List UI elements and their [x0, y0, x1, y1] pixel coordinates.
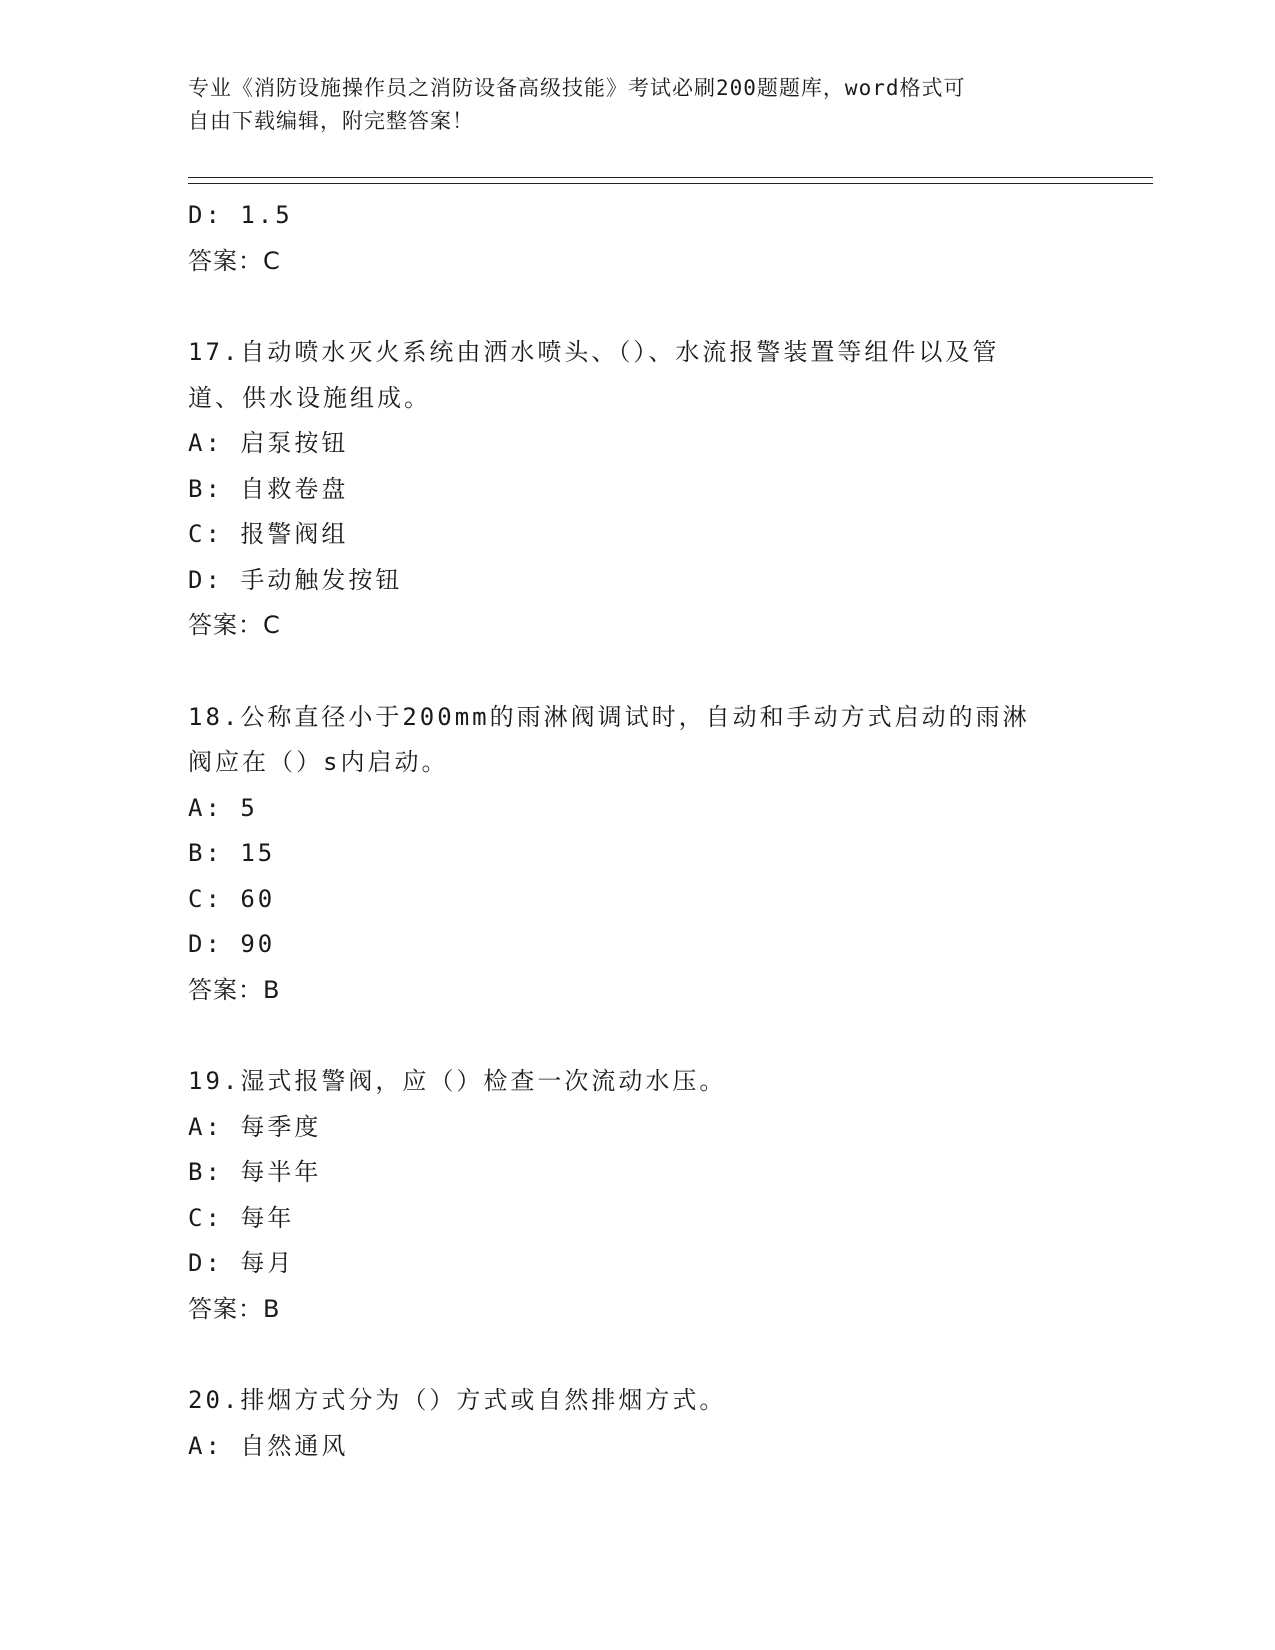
- option-c: C: 60: [188, 884, 276, 913]
- option-a: A: 每季度: [188, 1112, 322, 1141]
- option-b: B: 每半年: [188, 1158, 322, 1186]
- question-stem-continued: 阀应在（）s内启动。: [188, 748, 449, 776]
- document-header: [188, 72, 1088, 138]
- header-line-1: 专业《消防设施操作员之消防设备高级技能》考试必刷200题题库，word格式可: [188, 76, 966, 100]
- question-19: [188, 1059, 1078, 1332]
- question-18: [188, 695, 1078, 1014]
- question-stem: 18.公称直径小于200mm的雨淋阀调试时，自动和手动方式启动的雨淋: [188, 702, 1030, 731]
- header-divider-bottom: [188, 183, 1153, 184]
- question-20: [188, 1378, 1078, 1469]
- previous-question-tail: [188, 193, 1078, 284]
- option-a: A: 自然通风: [188, 1431, 349, 1460]
- option-a: A: 启泵按钮: [188, 429, 349, 457]
- option-d: D: 1.5: [188, 201, 293, 229]
- question-17: [188, 330, 1078, 649]
- question-stem: 20.排烟方式分为（）方式或自然排烟方式。: [188, 1386, 727, 1414]
- option-b: B: 自救卷盘: [188, 474, 349, 503]
- answer-line: 答案：B: [188, 975, 281, 1004]
- header-line-2: 自由下载编辑，附完整答案！: [188, 109, 474, 133]
- answer-line: 答案：C: [188, 246, 281, 275]
- question-stem: 19.湿式报警阀，应（）检查一次流动水压。: [188, 1067, 727, 1095]
- option-b: B: 15: [188, 839, 276, 867]
- option-d: D: 手动触发按钮: [188, 565, 403, 594]
- option-c: C: 每年: [188, 1203, 295, 1232]
- question-stem-continued: 道、供水设施组成。: [188, 383, 431, 412]
- option-a: A: 5: [188, 793, 258, 822]
- option-c: C: 报警阀组: [188, 520, 349, 548]
- header-divider-top: [188, 177, 1153, 178]
- question-stem: 17.自动喷水灭火系统由洒水喷头、（）、水流报警装置等组件以及管: [188, 338, 1000, 366]
- option-d: D: 90: [188, 930, 276, 958]
- answer-line: 答案：B: [188, 1294, 281, 1323]
- answer-line: 答案：C: [188, 611, 281, 639]
- question-list: [188, 193, 1078, 1469]
- option-d: D: 每月: [188, 1249, 295, 1277]
